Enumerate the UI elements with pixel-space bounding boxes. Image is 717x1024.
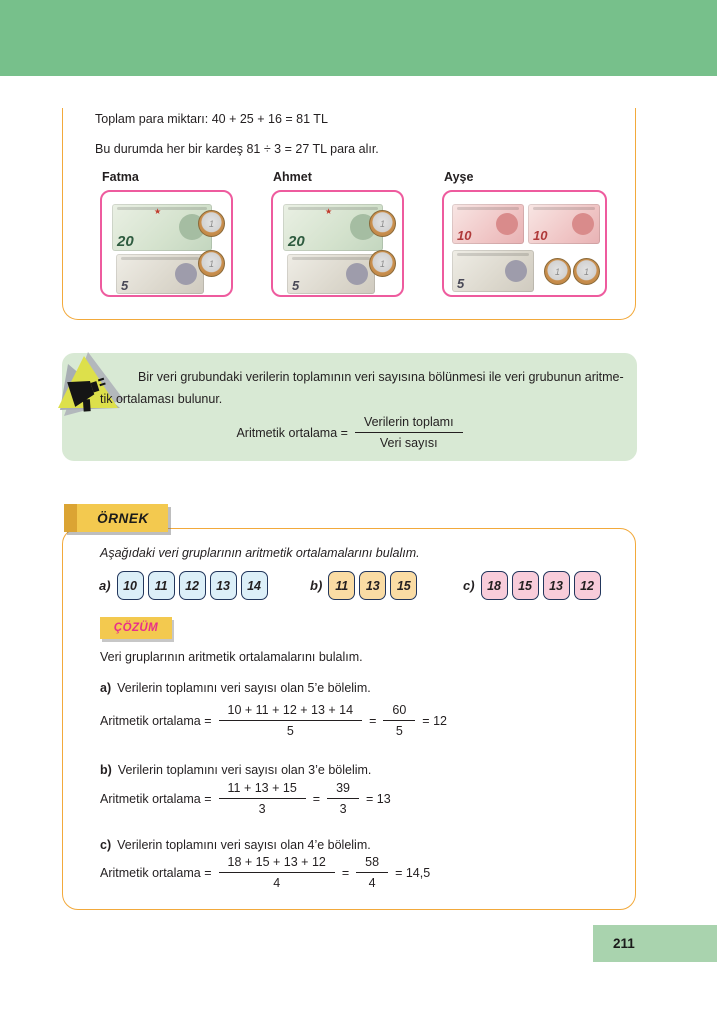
definition-line1: Bir veri grubundaki verilerin toplamının veri sayısına bölünmesi ile veri grubunun aritme- [138,370,624,384]
formula-fraction [219,855,335,890]
fraction-numerator: 10 + 11 + 12 + 13 + 14 [219,703,363,721]
value-tile: 18 [481,571,508,600]
equals-sign: = [312,791,321,806]
banknote-10tl [528,204,600,244]
coin-value: 1 [583,266,589,277]
equals-sign: = [369,713,377,728]
value-tile: 15 [512,571,539,600]
money-box-ahmet [271,190,404,297]
step-a-instruction [100,681,371,695]
money-box-fatma [100,190,233,297]
banknote-10tl [452,204,524,244]
banknote-value: 5 [292,278,300,293]
coin-value: 1 [379,218,385,229]
coin-1tl [544,258,571,285]
total-money-line: Toplam para miktarı: 40 + 25 + 16 = 81 TL [95,112,328,126]
banknote-print-strip [292,257,370,260]
step-c-formula [100,855,430,890]
coin-1tl [198,210,225,237]
megaphone-icon [54,350,130,424]
portrait [496,213,518,235]
banknote-5tl [116,254,204,294]
step-label: a) [100,681,112,695]
fraction-denominator: 3 [339,802,347,816]
value-tile: 11 [328,571,355,600]
child-name-fatma: Fatma [102,170,139,184]
cozum-intro: Veri gruplarının aritmetik ortalamalarını bulalım. [100,650,363,664]
star-emblem: ★ [154,207,162,216]
fraction-numerator: 39 [327,781,359,799]
formula-fraction [219,703,363,738]
money-box-ayse [442,190,607,297]
data-group-b [310,571,421,600]
equals-sign: = [341,865,350,880]
fraction-denominator: 4 [368,876,376,890]
fraction-denominator: Veri sayısı [379,436,438,450]
fraction-numerator: 11 + 13 + 15 [219,781,306,799]
fraction-denominator: 3 [258,802,266,816]
coin-value: 1 [379,258,385,269]
fraction-numerator: 60 [383,703,415,721]
coin-1tl [369,210,396,237]
step-b-instruction [100,763,371,777]
step-c-instruction [100,838,371,852]
portrait [175,263,197,285]
group-label: a) [99,578,111,593]
value-tile: 14 [241,571,268,600]
fraction-numerator: 58 [356,855,388,873]
child-name-ahmet: Ahmet [273,170,312,184]
banknote-print-strip [117,207,207,210]
group-label: b) [310,578,323,593]
value-tile: 15 [390,571,417,600]
formula-fraction [356,855,388,890]
fraction-numerator: 18 + 15 + 13 + 12 [219,855,335,873]
banknote-20tl [283,204,383,251]
banknote-value: 10 [533,228,548,243]
formula-fraction [355,415,463,450]
fraction-numerator: Verilerin toplamı [355,415,463,433]
step-b-formula [100,781,391,816]
cozum-tag: ÇÖZÜM [100,617,172,639]
formula-lead: Aritmetik ortalama = [100,865,212,880]
ornek-tag: ÖRNEK [64,504,168,532]
portrait [346,263,368,285]
banknote-5tl [287,254,375,294]
coin-value: 1 [554,266,560,277]
coin-1tl [369,250,396,277]
header-band [0,0,717,76]
ornek-prompt: Aşağıdaki veri gruplarının aritmetik ortalamalarını bulalım. [100,546,420,560]
coin-1tl [198,250,225,277]
step-label: c) [100,838,112,852]
data-group-c [463,571,605,600]
coin-1tl [573,258,600,285]
banknote-print-strip [457,253,529,256]
value-tile: 13 [210,571,237,600]
formula-fraction [383,703,415,738]
formula-fraction [219,781,306,816]
banknote-print-strip [457,207,519,210]
banknote-20tl [112,204,212,251]
banknote-value: 5 [457,276,465,291]
formula-lead: Aritmetik ortalama = [100,791,212,806]
formula-result: = 13 [366,791,391,806]
formula-fraction [327,781,359,816]
value-tile: 12 [179,571,206,600]
portrait [505,260,527,282]
division-result-line: Bu durumda her bir kardeş 81 ÷ 3 = 27 TL para alır. [95,142,379,156]
banknote-print-strip [533,207,595,210]
value-tile: 13 [359,571,386,600]
formula-lead: Aritmetik ortalama = [100,713,212,728]
banknote-print-strip [121,257,199,260]
banknote-value: 10 [457,228,472,243]
step-text: Verilerin toplamını veri sayısı olan 3’e bölelim. [117,763,372,777]
data-group-a [99,571,272,600]
child-name-ayse: Ayşe [444,170,474,184]
fraction-denominator: 5 [286,724,294,738]
banknote-print-strip [288,207,378,210]
banknote-5tl [452,250,534,292]
definition-line2: tik ortalaması bulunur. [100,392,223,406]
star-emblem: ★ [325,207,333,216]
mean-formula [62,415,637,450]
step-text: Verilerin toplamını veri sayısı olan 4’e bölelim. [117,838,371,852]
step-a-formula [100,703,447,738]
formula-lead: Aritmetik ortalama = [236,425,348,440]
formula-result: = 12 [422,713,447,728]
page-number-badge [593,925,717,962]
portrait [572,213,594,235]
value-tile: 10 [117,571,144,600]
fraction-denominator: 4 [273,876,281,890]
banknote-value: 20 [288,233,305,250]
value-tile: 11 [148,571,175,600]
banknote-value: 5 [121,278,129,293]
page-number: 211 [613,936,635,951]
step-label: b) [100,763,112,777]
value-tile: 12 [574,571,601,600]
group-label: c) [463,578,475,593]
step-text: Verilerin toplamını veri sayısı olan 5’e bölelim. [117,681,371,695]
formula-result: = 14,5 [395,865,431,880]
banknote-value: 20 [117,233,134,250]
value-tile: 13 [543,571,570,600]
coin-value: 1 [208,218,214,229]
fraction-denominator: 5 [395,724,403,738]
coin-value: 1 [208,258,214,269]
